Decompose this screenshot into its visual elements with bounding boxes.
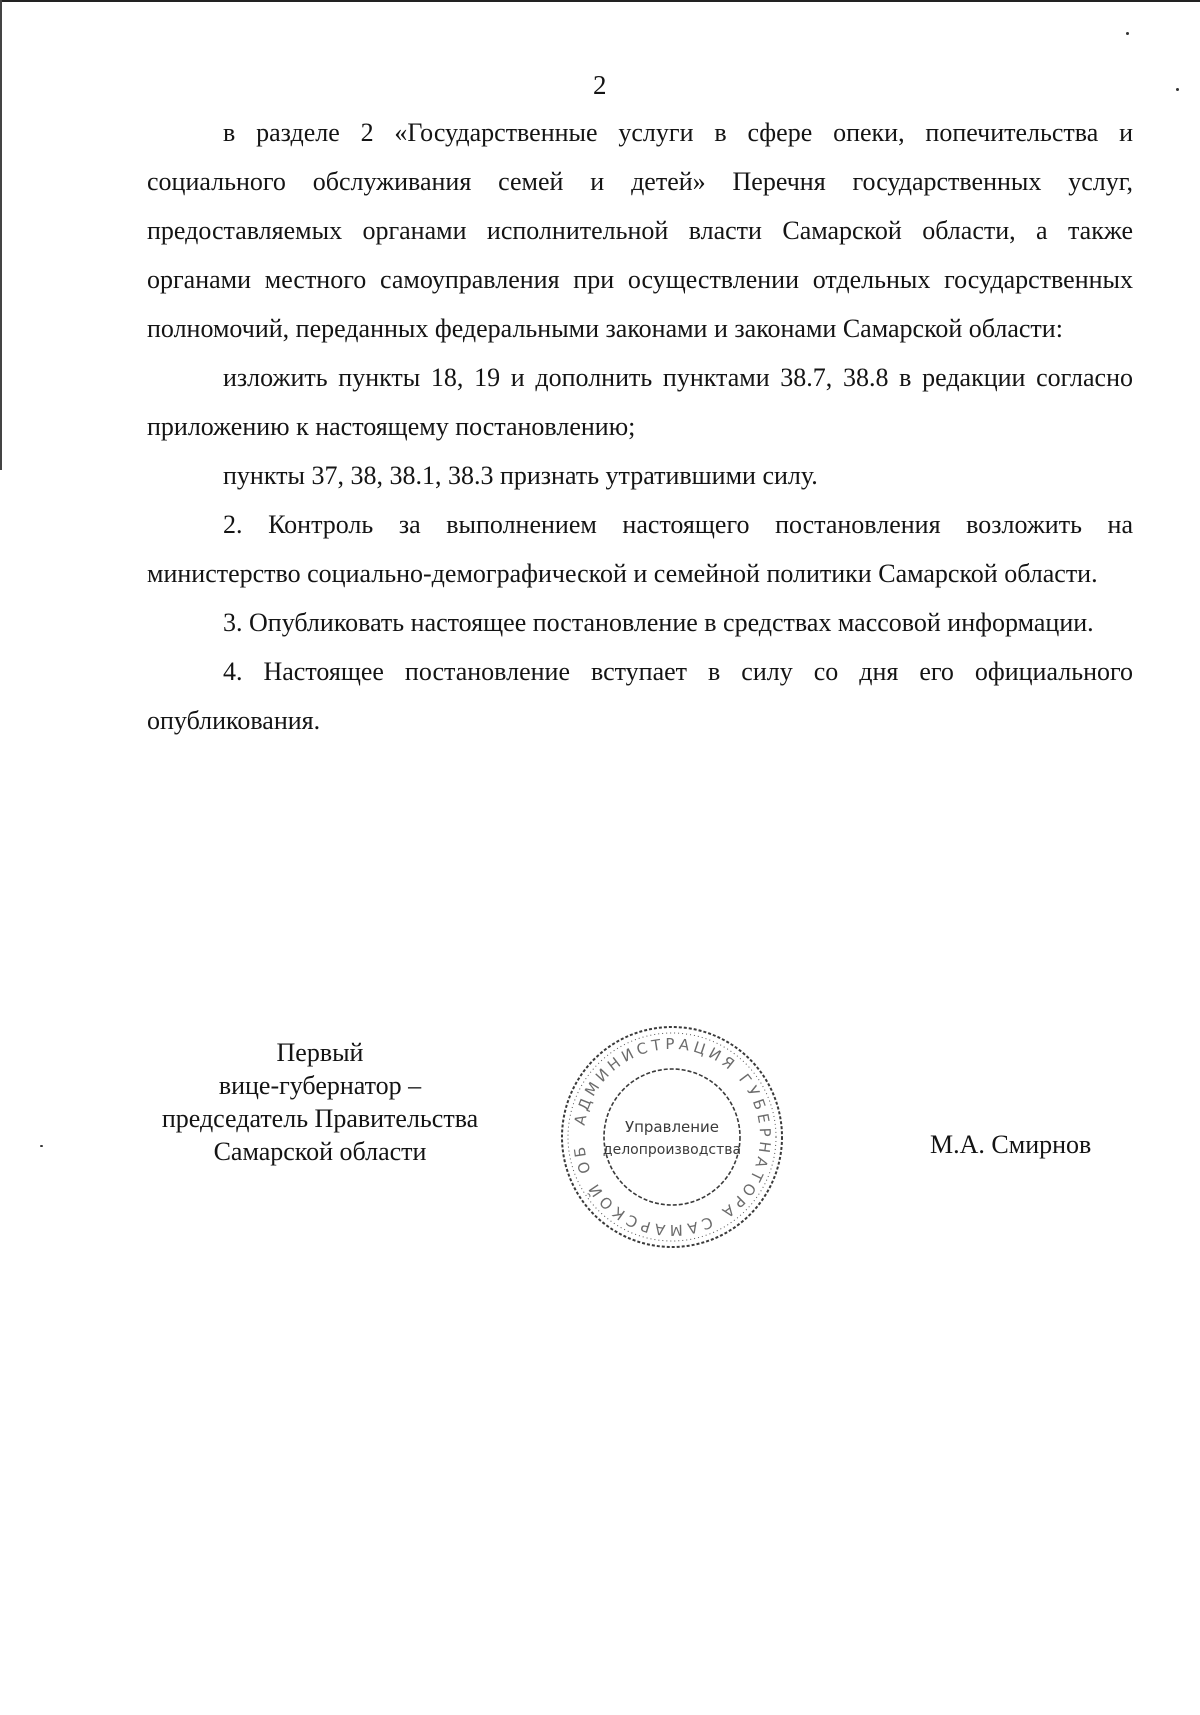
scan-speck	[1126, 32, 1129, 35]
seal-center-line-2: делопроизводства	[602, 1142, 742, 1158]
paragraph-publish: 3. Опубликовать настоящее постановление в средствах массовой информации.	[223, 608, 1094, 637]
document-body	[147, 108, 1133, 745]
paragraph-amend-items: изложить пункты 18, 19 и дополнить пунктами 38.7, 38.8 в редакции согласно приложению к настоящему постановлению;	[147, 363, 1133, 441]
seal-inner-ring	[604, 1069, 740, 1205]
seal-outer-ring-2	[568, 1033, 776, 1241]
seal-graphic	[549, 1008, 787, 1252]
paragraph-control: 2. Контроль за выполнением настоящего постановления возложить на министерство социально-демографической и семейной политики Самарской области.	[147, 510, 1133, 588]
seal-center-line-1: Управление	[624, 1118, 720, 1136]
paragraph-effective: 4. Настоящее постановление вступает в силу со дня его официального опубликования.	[147, 657, 1133, 735]
seal-outer-text: АДМИНИСТРАЦИЯ ГУБЕРНАТОРА САМАРСКОЙ ОБЛАСТИ	[549, 1008, 775, 1240]
paragraph-repeal-items: пункты 37, 38, 38.1, 38.3 признать утратившими силу.	[223, 461, 818, 490]
signatory-title-line: вице-губернатор –	[218, 1071, 422, 1100]
scan-speck	[40, 1145, 43, 1147]
paragraph-section-2: в разделе 2 «Государственные услуги в сфере опеки, попечительства и социального обслуживания семей и детей» Перечня государственных услуг, предоставляемых органами исполнительной власти Самарской области, а также органами местного самоуправления при осуществлении отдельных государственных полномочий, переданных федеральными законами и законами Самарской области:	[147, 118, 1133, 343]
signatory-title-line: Первый	[276, 1038, 364, 1067]
scan-top-border	[0, 0, 1200, 2]
page-number: 2	[593, 70, 607, 100]
seal-outer-ring	[562, 1027, 782, 1247]
signatory-title	[140, 1036, 500, 1168]
signatory-title-line: председатель Правительства	[161, 1104, 479, 1133]
signatory-title-line: Самарской области	[213, 1137, 427, 1166]
official-seal	[549, 1008, 787, 1252]
signatory-name: М.А. Смирнов	[930, 1130, 1092, 1159]
